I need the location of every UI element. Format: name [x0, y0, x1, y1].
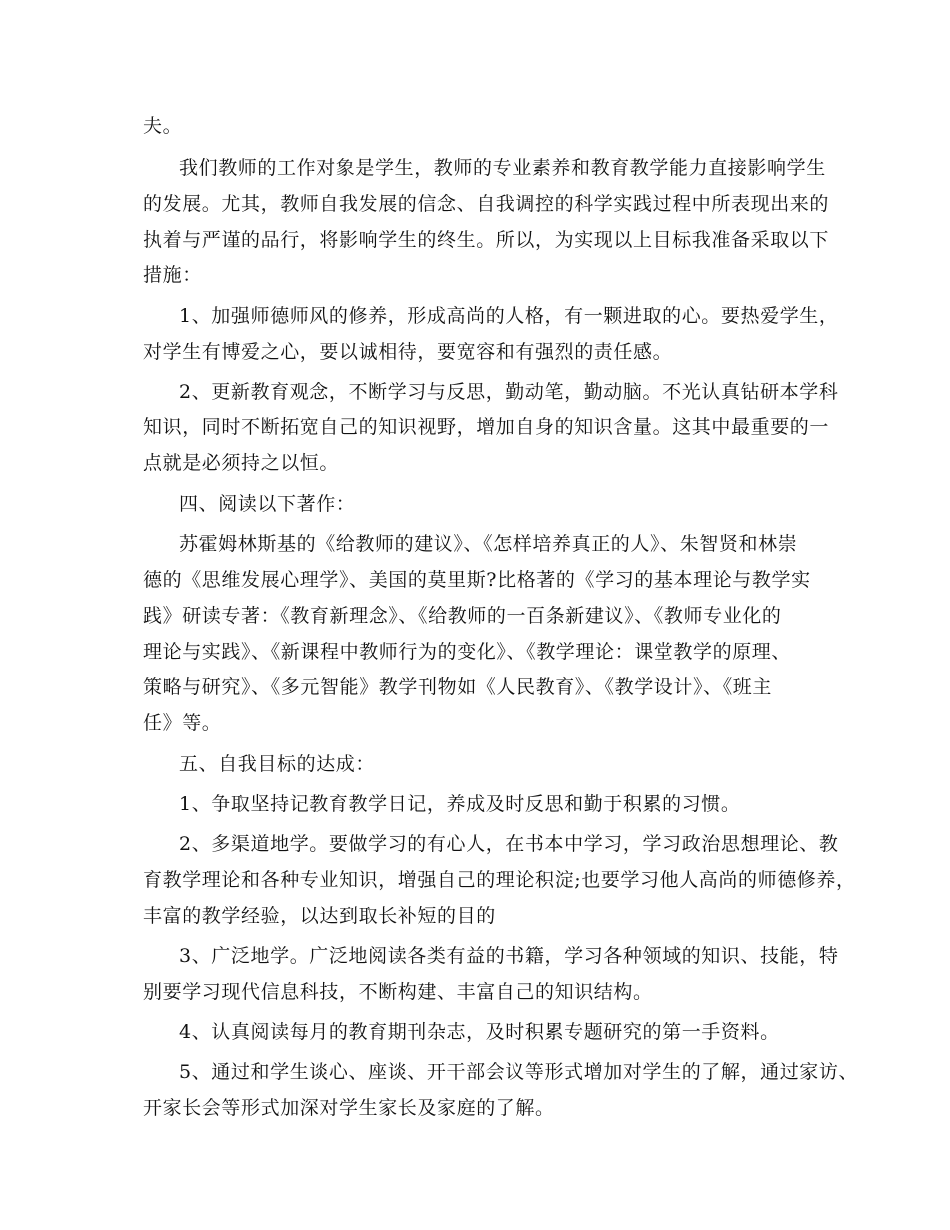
- text-line: 策略与研究》、《多元智能》教学刊物如《人民教育》、《教学设计》、《班主: [143, 676, 773, 698]
- text-line: 德的《思维发展心理学》、美国的莫里斯?比格著的《学习的基本理论与教学实: [143, 569, 811, 591]
- text-line: 践》研读专著：《教育新理念》、《给教师的一百条新建议》、《教师专业化的: [143, 605, 782, 627]
- text-line: 理论与实践》、《新课程中教师行为的变化》、《教学理论：课堂教学的原理、: [143, 641, 792, 663]
- text-line: 知识，同时不断拓宽自己的知识视野，增加自身的知识含量。这其中最重要的一: [143, 416, 830, 438]
- text-line: 我们教师的工作对象是学生，教师的专业素养和教育教学能力直接影响学生: [179, 157, 826, 179]
- section-heading: 四、阅读以下著作：: [179, 493, 356, 515]
- text-line: 任》等。: [143, 712, 222, 734]
- text-line: 点就是必须持之以恒。: [143, 452, 340, 474]
- text-line: 2、更新教育观念，不断学习与反思，勤动笔，勤动脑。不光认真钻研本学科: [179, 381, 839, 403]
- text-line: 4、认真阅读每月的教育期刊杂志，及时积累专题研究的第一手资料。: [179, 1021, 780, 1043]
- text-line: 5、通过和学生谈心、座谈、开干部会议等形式增加对学生的了解，通过家访、: [179, 1061, 859, 1083]
- text-line: 措施：: [143, 264, 202, 286]
- text-line: 1、加强师德师风的修养，形成高尚的人格，有一颗进取的心。要热爱学生，: [179, 305, 839, 327]
- text-line: 执着与严谨的品行，将影响学生的终生。所以，为实现以上目标我准备采取以下: [143, 229, 830, 251]
- text-line: 夫。: [143, 115, 183, 137]
- text-line: 的发展。尤其，教师自我发展的信念、自我调控的科学实践过程中所表现出来的: [143, 193, 830, 215]
- text-line: 丰富的教学经验，以达到取长补短的目的: [143, 905, 496, 927]
- text-line: 别要学习现代信息科技，不断构建、丰富自己的知识结构。: [143, 981, 653, 1003]
- text-line: 苏霍姆林斯基的《给教师的建议》、《怎样培养真正的人》、朱智贤和林崇: [179, 533, 798, 555]
- text-line: 1、争取坚持记教育教学日记，养成及时反思和勤于积累的习惯。: [179, 793, 741, 815]
- text-line: 育教学理论和各种专业知识，增强自己的理论积淀;也要学习他人高尚的师德修养，: [143, 869, 856, 891]
- section-heading: 五、自我目标的达成：: [179, 753, 376, 775]
- text-line: 开家长会等形式加深对学生家长及家庭的了解。: [143, 1097, 555, 1119]
- text-line: 2、多渠道地学。要做学习的有心人，在书本中学习，学习政治思想理论、教: [179, 833, 839, 855]
- text-line: 对学生有博爱之心，要以诚相待，要宽容和有强烈的责任感。: [143, 341, 673, 363]
- text-line: 3、广泛地学。广泛地阅读各类有益的书籍，学习各种领域的知识、技能，特: [179, 945, 839, 967]
